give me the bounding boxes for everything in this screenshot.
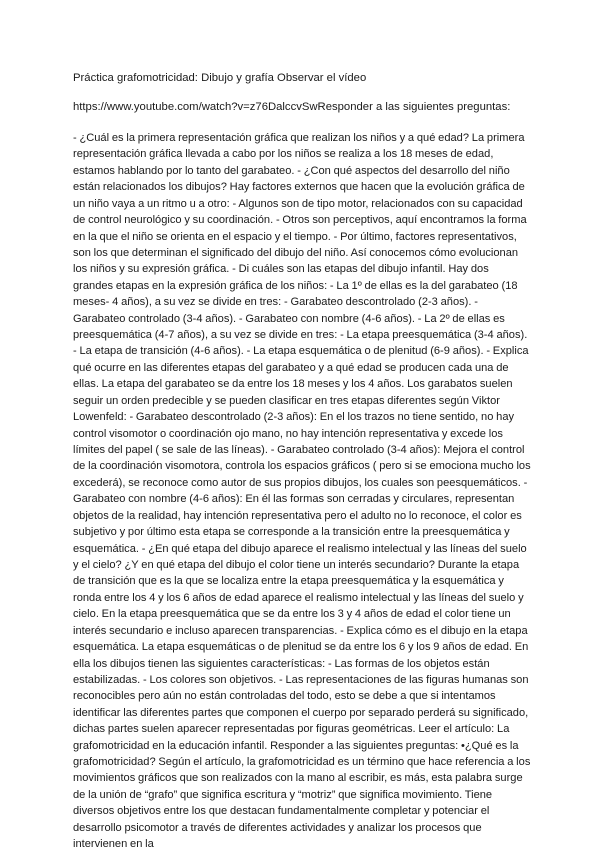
document-body-text: - ¿Cuál es la primera representación gráfica que realizan los niños y a qué edad? La primera representación gráfica llevada a cabo por los niños se realiza a los 18 meses de edad, estamos hablando por lo tanto del garabateo. - ¿Con qué aspectos del desarrollo del niño están relacionados los dibujos? Hay factores externos que hacen que la evolución gráfica de un niño vaya a un ritmo u a otro: - Algunos son de tipo motor, relacionados con su capacidad de control neurológico y su coordinación. - Otros son perceptivos, aquí encontramos la forma en la que el niño se orienta en el espacio y el tiempo. - Por último, factores representativos, son los que determinan el significado del dibujo del niño. Así conocemos cómo evolucionan los niños y su expresión gráfica. - Di cuáles son las etapas del dibujo infantil. Hay dos grandes etapas en la expresión gráfica de los niños: - La 1º de ellas es la del garabateo (18 meses- 4 años), a su vez se divide en tres: - Garabateo descontrolado (2-3 años). - Garabateo controlado (3-4 años). - Garabateo con nombre (4-6 años). - La 2º de ellas es preesquemática (4-7 años), a su vez se divide en tres: - La etapa preesquemática (3-4 años). - La etapa de transición (4-6 años). - La etapa esquemática o de plenitud (6-9 años). - Explica qué ocurre en las diferentes etapas del garabateo y a qué edad se producen cada una de ellas. La etapa del garabateo se da entre los 18 meses y los 4 años. Los garabatos suelen seguir un orden predecible y se pueden clasificar en tres etapas diferentes según Viktor Lowenfeld: - Garabateo descontrolado (2-3 años): En el los trazos no tiene sentido, no hay control visomotor o coordinación ojo mano, no hay intención representativa y excede los límites del papel ( se sale de las líneas). - Garabateo controlado (3-4 años): Mejora el control de la coordinación visomotora, controla los espacios gráficos ( pero si se emociona mucho los excederá), se reconoce como autor de sus propios dibujos, los cuales son peesquemáticos. - Garabateo con nombre (4-6 años): En él las formas son cerradas y circulares, representan objetos de la realidad, hay intención representativa pero el adulto no lo reconoce, el color es subjetivo y por último esta etapa se corresponde a la transición entre la preesquemática y esquemática. - ¿En qué etapa del dibujo aparece el realismo intelectual y las líneas del suelo y el cielo? ¿Y en qué etapa del dibujo el color tiene un interés secundario? Durante la etapa de transición que es la que se localiza entre la etapa preesquemática y la esquemática y ronda entre los 4 y los 6 años de edad aparece el realismo intelectual y las líneas del suelo y cielo. En la etapa preesquemática que se da entre los 3 y 4 años de edad el color tiene un interés secundario e incluso aparecen transparencias. - Explica cómo es el dibujo en la etapa esquemática. La etapa esquemáticas o de plenitud se da entre los 6 y los 9 años de edad. En ella los dibujos tienen las siguientes características: - Las formas de los objetos están estabilizadas. - Los colores son objetivos. - Las representaciones de las figuras humanas son reconocibles pero aún no están controladas del todo, esto se debe a que si intentamos identificar las diferentes partes que componen el cuerpo por separado perderá su significado, dichas partes suelen aparecer representadas por figuras geométricas. Leer el artículo: La grafomotricidad en la educación infantil. Responder a las siguientes preguntas: •¿Qué es la grafomotricidad? Según el artículo, la grafomotricidad es un término que hace referencia a los movimientos gráficos que son realizados con la mano al escribir, es más, esta palabra surge de la unión de “grafo” que significa escritura y “motriz” que significa movimiento. Tiene diversos objetivos entre los que destacan fundamentalmente completar y potenciar el desarrollo psicomotor a través de diferentes actividades y analizar los procesos que intervienen en la	[73, 132, 531, 851]
video-url-line: https://www.youtube.com/watch?v=z76DalccvSwResponder a las siguientes preguntas:	[73, 101, 511, 113]
document-heading: Práctica grafomotricidad: Dibujo y grafía Observar el vídeo	[73, 72, 367, 84]
